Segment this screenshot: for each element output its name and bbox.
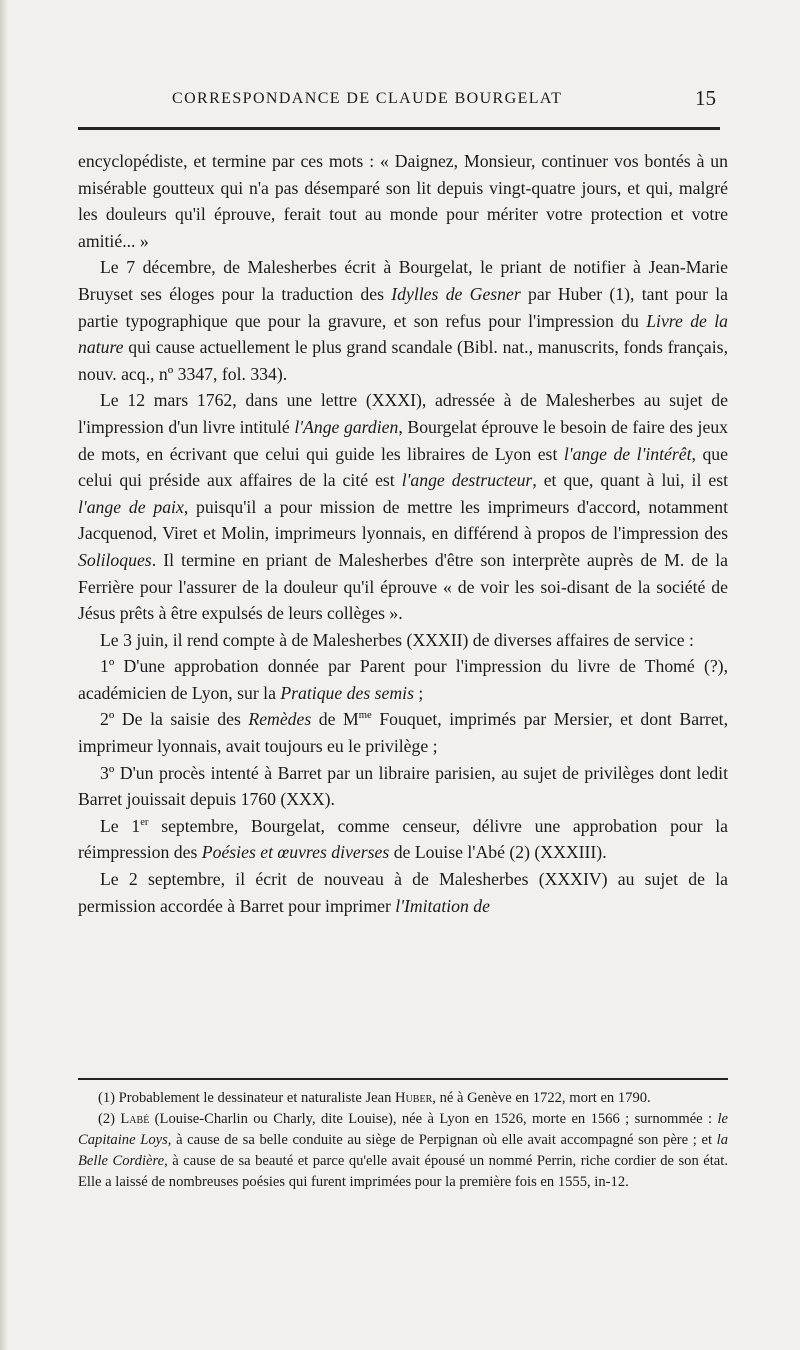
- paragraph-3: [78, 387, 728, 626]
- running-title: CORRESPONDANCE DE CLAUDE BOURGELAT: [172, 90, 563, 107]
- title-italic: l'ange de paix: [78, 496, 184, 517]
- text-run: 1º D'une approbation donnée par Parent pour l'impression du livre de Thomé (?), académicien de Lyon, sur la: [78, 656, 728, 703]
- title-italic: l'ange de l'intérêt: [563, 443, 692, 464]
- text-run: Le 7 décembre, de Malesherbes écrit à Bourgelat, le priant de notifier à Jean-Marie Bruyset ses éloges pour la traduction des: [78, 257, 728, 304]
- text-run: Fouquet, imprimés par Mersier, et dont Barret, imprimeur lyonnais, avait toujours eu le privilège ;: [78, 709, 729, 757]
- text-run: Le 2 septembre, il écrit de nouveau à de Malesherbes (XXXIV) au sujet de la permission accordée à Barret pour imprimer: [78, 869, 728, 916]
- text-run: . Il termine en priant de Malesherbes d'être son interprète auprès de M. de la Ferrière pour l'assurer de la douleur qu'il éprouve « de voir les soi-disant de la société de Jésus prêts à être expulsés de leurs collèges ».: [78, 549, 728, 624]
- footnotes: [78, 1088, 728, 1193]
- paragraph-8: [78, 813, 728, 866]
- page-gutter-shadow: [0, 0, 8, 1350]
- name-small-caps: Labé: [120, 1111, 150, 1127]
- title-italic: Soliloques: [78, 549, 152, 570]
- name-small-caps: Huber: [395, 1090, 433, 1106]
- title-italic: Pratique des semis: [280, 682, 414, 703]
- text-run: (Louise-Charlin ou Charly, dite Louise), née à Lyon en 1526, morte en 1566 ; surnommée :: [149, 1111, 718, 1127]
- text-run: , et que, quant à lui, il est: [532, 470, 728, 491]
- text-run: ;: [413, 682, 424, 703]
- text-run: , puisqu'il a pour mission de mettre les imprimeurs d'accord, notamment Jacquenod, Viret et Molin, imprimeurs lyonnais, en différend à propos de l'impression des: [78, 496, 728, 544]
- title-italic: l'ange destructeur: [401, 470, 533, 491]
- text-run: , à cause de sa belle conduite au siège de Perpignan où elle avait accompagné son père ; et: [167, 1132, 717, 1148]
- paragraph-7: 3º D'un procès intenté à Barret par un libraire parisien, au sujet de privilèges dont ledit Barret jouissait depuis 1760 (XXX).: [78, 762, 728, 810]
- body-text: [78, 148, 728, 919]
- title-italic: Remèdes: [248, 709, 312, 730]
- page-number: 15: [695, 86, 716, 110]
- title-italic: l'Imitation de: [395, 895, 490, 916]
- text-run: de M: [311, 709, 359, 730]
- footnote-rule: [78, 1078, 728, 1080]
- title-italic: Idylles de Gesner: [391, 283, 521, 304]
- text-run: 2º De la saisie des: [100, 709, 249, 730]
- footnote-2: [78, 1109, 728, 1193]
- text-run: Le 1: [100, 815, 141, 836]
- text-run: de Louise l'Abé (2) (XXXIII).: [389, 842, 607, 863]
- text-run: , que celui qui préside aux affaires de la cité est: [78, 443, 728, 491]
- paragraph-1: encyclopédiste, et termine par ces mots : « Daignez, Monsieur, continuer vos bontés à un misérable goutteux qui n'a pas désemparé son lit depuis vingt-quatre jours, et qui, malgré les douleurs qu'il éprouve, ferait tout au monde pour mériter votre protection et votre amitié... »: [78, 151, 728, 251]
- title-italic: Livre de la nature: [78, 310, 728, 358]
- text-run: qui cause actuellement le plus grand scandale (Bibl. nat., manuscrits, fonds français, nouv. acq., nº 3347, fol. 334).: [78, 337, 728, 384]
- paragraph-4: Le 3 juin, il rend compte à de Malesherbes (XXXII) de diverses affaires de service :: [100, 629, 694, 650]
- text-run: septembre, Bourgelat, comme censeur, délivre une approbation pour la réimpression des: [78, 815, 728, 863]
- text-run: , Bourgelat éprouve le besoin de faire des jeux de mots, en écrivant que celui qui guide les libraires de Lyon est: [78, 416, 729, 464]
- paragraph-2: [78, 254, 728, 387]
- title-italic: le Capitaine Loys: [78, 1111, 728, 1148]
- paragraph-6: [78, 706, 728, 759]
- header-rule: [78, 127, 720, 130]
- page-header: [78, 86, 720, 114]
- paragraph-9: [78, 866, 728, 919]
- text-run: , né à Genève en 1722, mort en 1790.: [432, 1090, 651, 1106]
- title-italic: Poésies et œuvres diverses: [201, 842, 390, 863]
- text-run: Le 12 mars 1762, dans une lettre (XXXI), adressée à de Malesherbes au sujet de l'impression d'un livre intitulé: [78, 390, 728, 437]
- footnote-1: [78, 1088, 728, 1109]
- superscript: me: [358, 710, 372, 722]
- superscript: er: [140, 816, 149, 828]
- text-run: (2): [98, 1111, 121, 1127]
- text-run: (1) Probablement le dessinateur et naturaliste Jean: [98, 1090, 396, 1106]
- text-run: par Huber (1), tant pour la partie typographique que pour la gravure, et son refus pour l'impression du: [78, 283, 728, 331]
- title-italic: la Belle Cordière: [78, 1132, 728, 1169]
- text-run: , à cause de sa beauté et parce qu'elle avait épousé un nommé Perrin, riche cordier de son état. Elle a laissé de nombreuses poésies qui furent imprimées pour la première fois en 1555, in-12.: [78, 1153, 728, 1190]
- paragraph-5: [78, 653, 728, 706]
- title-italic: l'Ange gardien: [294, 416, 399, 437]
